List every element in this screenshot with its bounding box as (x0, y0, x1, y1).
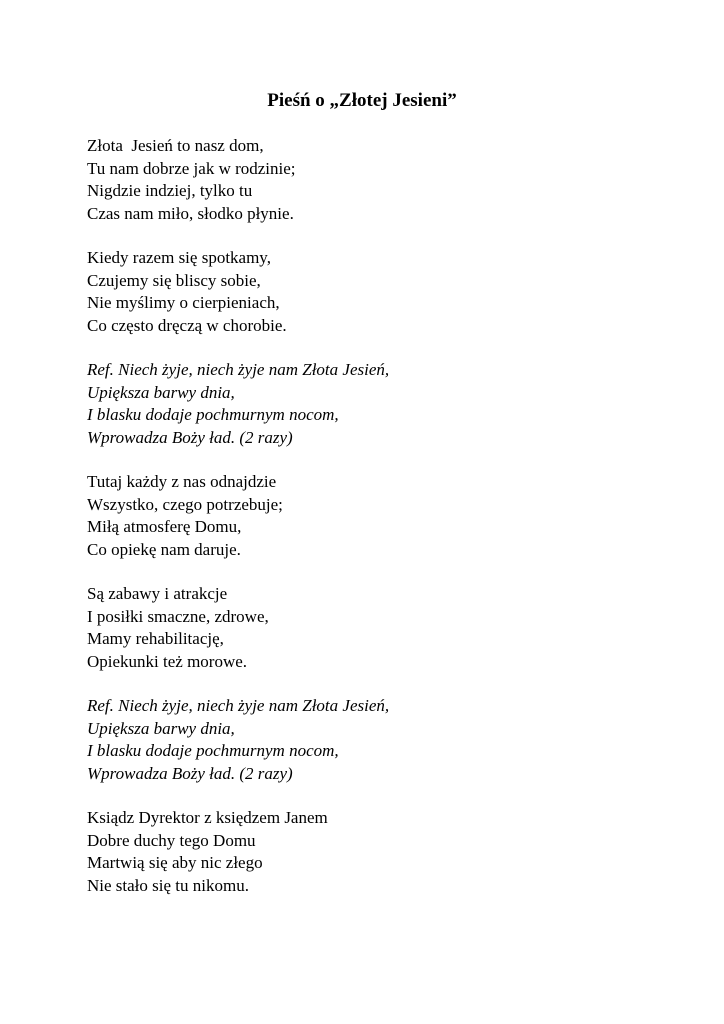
stanza-1 (87, 135, 647, 225)
verse-line: Co często dręczą w chorobie. (87, 315, 287, 335)
poem-body (87, 135, 647, 919)
verse-line: Nie stało się tu nikomu. (87, 875, 249, 895)
refrain-line: Wprowadza Boży ład. (2 razy) (87, 763, 293, 783)
refrain-line: I blasku dodaje pochmurnym nocom, (87, 741, 339, 760)
stanza-5 (87, 807, 647, 897)
refrain-line: Upiększa barwy dnia, (87, 382, 235, 402)
verse-line: Są zabawy i atrakcje (87, 584, 228, 603)
refrain-line: Wprowadza Boży ład. (2 razy) (87, 427, 293, 447)
refrain-line: I blasku dodaje pochmurnym nocom, (87, 405, 339, 424)
verse-line: Tu nam dobrze jak w rodzinie; (87, 158, 296, 178)
refrain-2 (87, 695, 647, 785)
verse-line: Czas nam miło, słodko płynie. (87, 203, 294, 223)
refrain-line: Upiększa barwy dnia, (87, 718, 235, 738)
verse-line: Miłą atmosferę Domu, (87, 517, 242, 536)
verse-line: Tutaj każdy z nas odnajdzie (87, 472, 277, 491)
verse-line: I posiłki smaczne, zdrowe, (87, 606, 269, 626)
stanza-3 (87, 471, 647, 561)
verse-line: Nigdzie indziej, tylko tu (87, 181, 253, 200)
verse-line: Co opiekę nam daruje. (87, 539, 241, 559)
verse-line: Złota Jesień to nasz dom, (87, 136, 264, 155)
refrain-1 (87, 359, 647, 449)
verse-line: Czujemy się bliscy sobie, (87, 270, 261, 290)
refrain-line: Ref. Niech żyje, niech żyje nam Złota Jesień, (87, 696, 390, 715)
verse-line: Ksiądz Dyrektor z księdzem Janem (87, 808, 328, 827)
stanza-2 (87, 247, 647, 337)
verse-line: Kiedy razem się spotkamy, (87, 248, 271, 267)
verse-line: Mamy rehabilitację, (87, 629, 224, 648)
verse-line: Wszystko, czego potrzebuje; (87, 494, 283, 514)
stanza-4 (87, 583, 647, 673)
verse-line: Martwią się aby nic złego (87, 853, 263, 872)
refrain-line: Ref. Niech żyje, niech żyje nam Złota Jesień, (87, 360, 390, 379)
verse-line: Dobre duchy tego Domu (87, 830, 256, 850)
verse-line: Nie myślimy o cierpieniach, (87, 293, 280, 312)
verse-line: Opiekunki też morowe. (87, 651, 248, 671)
page-title: Pieśń o „Złotej Jesieni” (267, 90, 457, 111)
